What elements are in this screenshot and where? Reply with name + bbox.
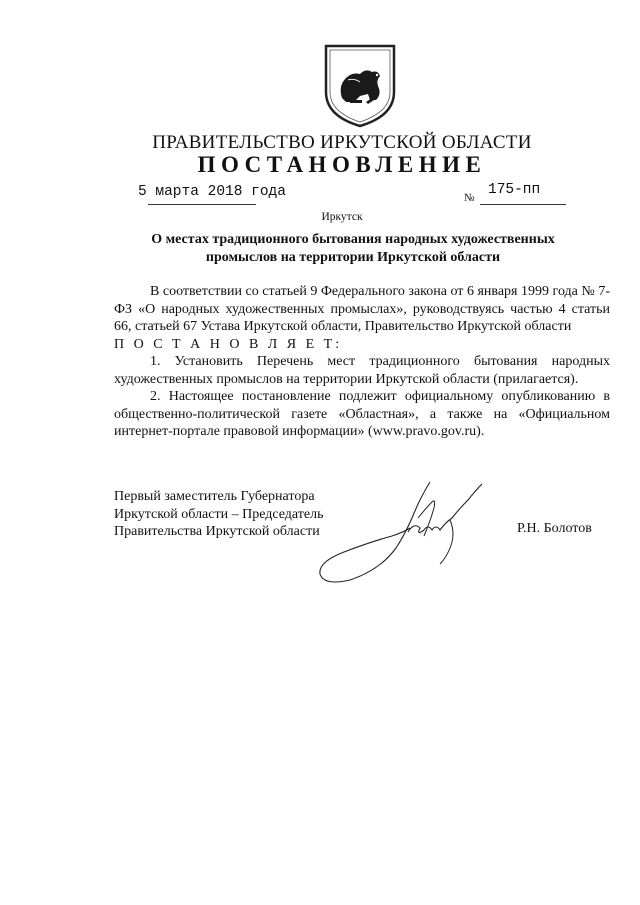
position-line: Первый заместитель Губернатора: [114, 489, 315, 504]
title-line: О местах традиционного бытования народных художественных: [151, 232, 555, 247]
preamble-paragraph: В соответствии со статьей 9 Федерального закона от 6 января 1999 года № 7-ФЗ «О народных художественных промыслах», руководствуясь частью 4 статьи 66, статьей 67 Устава Иркутской области, Правительство Иркутской области: [114, 284, 610, 334]
document-type: ПОСТАНОВЛЕНИЕ: [197, 152, 487, 177]
decree-item: 2. Настоящее постановление подлежит официальному опубликованию в общественно-политической газете «Областная», а также на «Официальном интернет-портале правовой информации» (www.pravo.gov.ru).: [114, 389, 610, 439]
decree-word: П О С Т А Н О В Л Я Е Т:: [114, 336, 343, 352]
title-line: промыслов на территории Иркутской области: [205, 250, 501, 265]
signatory-name: Р.Н. Болотов: [517, 521, 592, 536]
organization-name: ПРАВИТЕЛЬСТВО ИРКУТСКОЙ ОБЛАСТИ: [152, 132, 532, 153]
position-line: Иркутской области – Председатель: [114, 506, 324, 522]
number-underline: [480, 204, 566, 205]
document-body: [114, 283, 610, 441]
number-sign: №: [464, 192, 475, 204]
coat-of-arms-icon: [320, 42, 400, 128]
city: Иркутск: [321, 211, 363, 223]
handwritten-signature: [300, 478, 500, 588]
document-title: [118, 231, 588, 267]
document-date: 5 марта 2018 года: [138, 184, 286, 200]
decree-item: 1. Установить Перечень мест традиционного бытования народных художественных промыслов на территории Иркутской области (прилагается).: [114, 354, 610, 387]
document-number: 175-пп: [488, 182, 541, 198]
position-line: Правительства Иркутской области: [114, 524, 320, 539]
date-underline: [148, 204, 256, 205]
signatory-position: [114, 488, 323, 541]
